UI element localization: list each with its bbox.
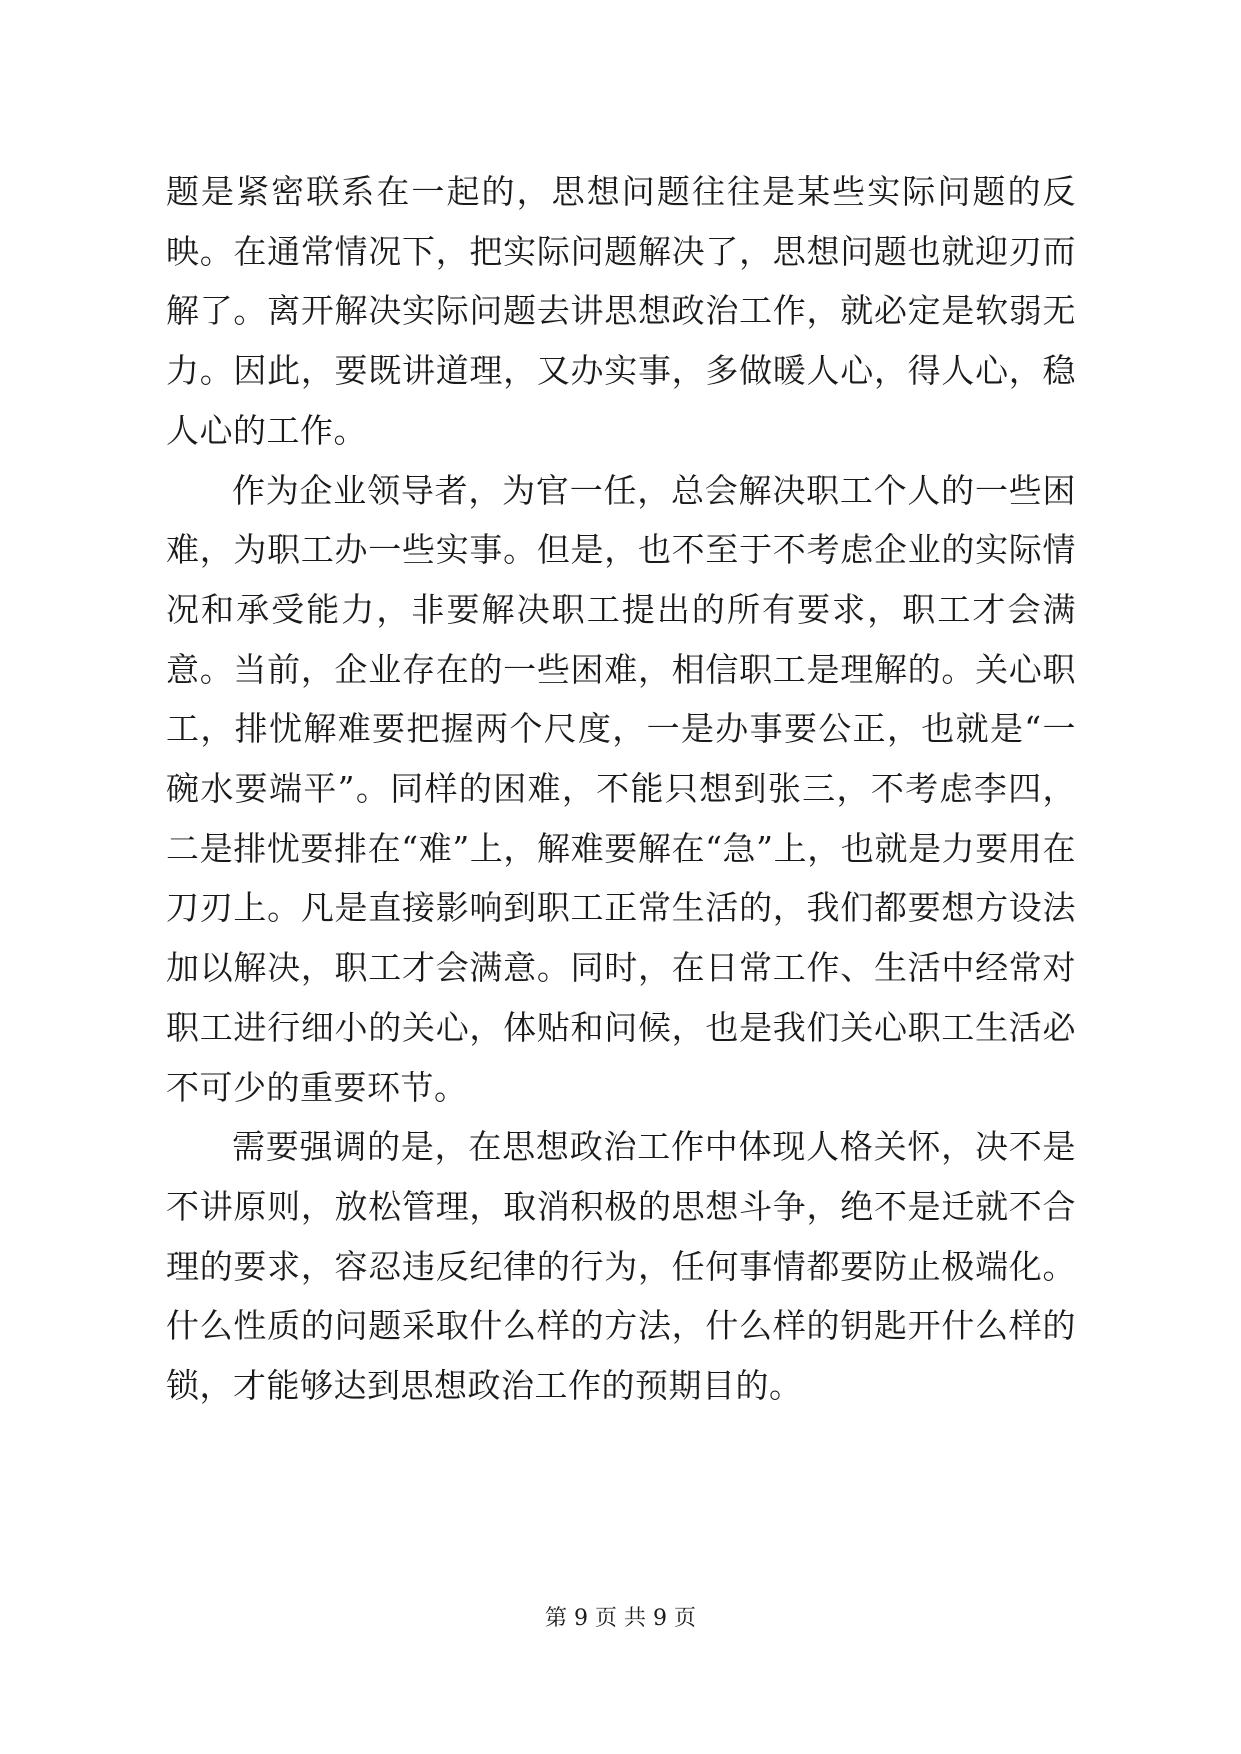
page-number-footer: 第 9 页 共 9 页: [545, 1606, 696, 1631]
paragraph-2: 作为企业领导者，为官一任，总会解决职工个人的一些困难，为职工办一些实事。但是，也不至于不考虑企业的实际情况和承受能力，非要解决职工提出的所有要求，职工才会满意。当前，企业存在的一些困难，相信职工是理解的。关心职工，排忧解难要把握两个尺度，一是办事要公正，也就是“一碗水要端平”。同样的困难，不能只想到张三，不考虑李四，二是排忧要排在“难”上，解难要解在“急”上，也就是力要用在刀刃上。凡是直接影响到职工正常生活的，我们都要想方设法加以解决，职工才会满意。同时，在日常工作、生活中经常对职工进行细小的关心，体贴和问候，也是我们关心职工生活必不可少的重要环节。: [166, 470, 1076, 1107]
document-body: [166, 162, 1076, 1416]
paragraph-1: 题是紧密联系在一起的，思想问题往往是某些实际问题的反映。在通常情况下，把实际问题解决了，思想问题也就迎刃而解了。离开解决实际问题去讲思想政治工作，就必定是软弱无力。因此，要既讲道理，又办实事，多做暖人心，得人心，稳人心的工作。: [166, 172, 1076, 450]
paragraph-3: 需要强调的是，在思想政治工作中体现人格关怀，决不是不讲原则，放松管理，取消积极的思想斗争，绝不是迁就不合理的要求，容忍违反纪律的行为，任何事情都要防止极端化。什么性质的问题采取什么样的方法，什么样的钥匙开什么样的锁，才能够达到思想政治工作的预期目的。: [166, 1127, 1076, 1406]
